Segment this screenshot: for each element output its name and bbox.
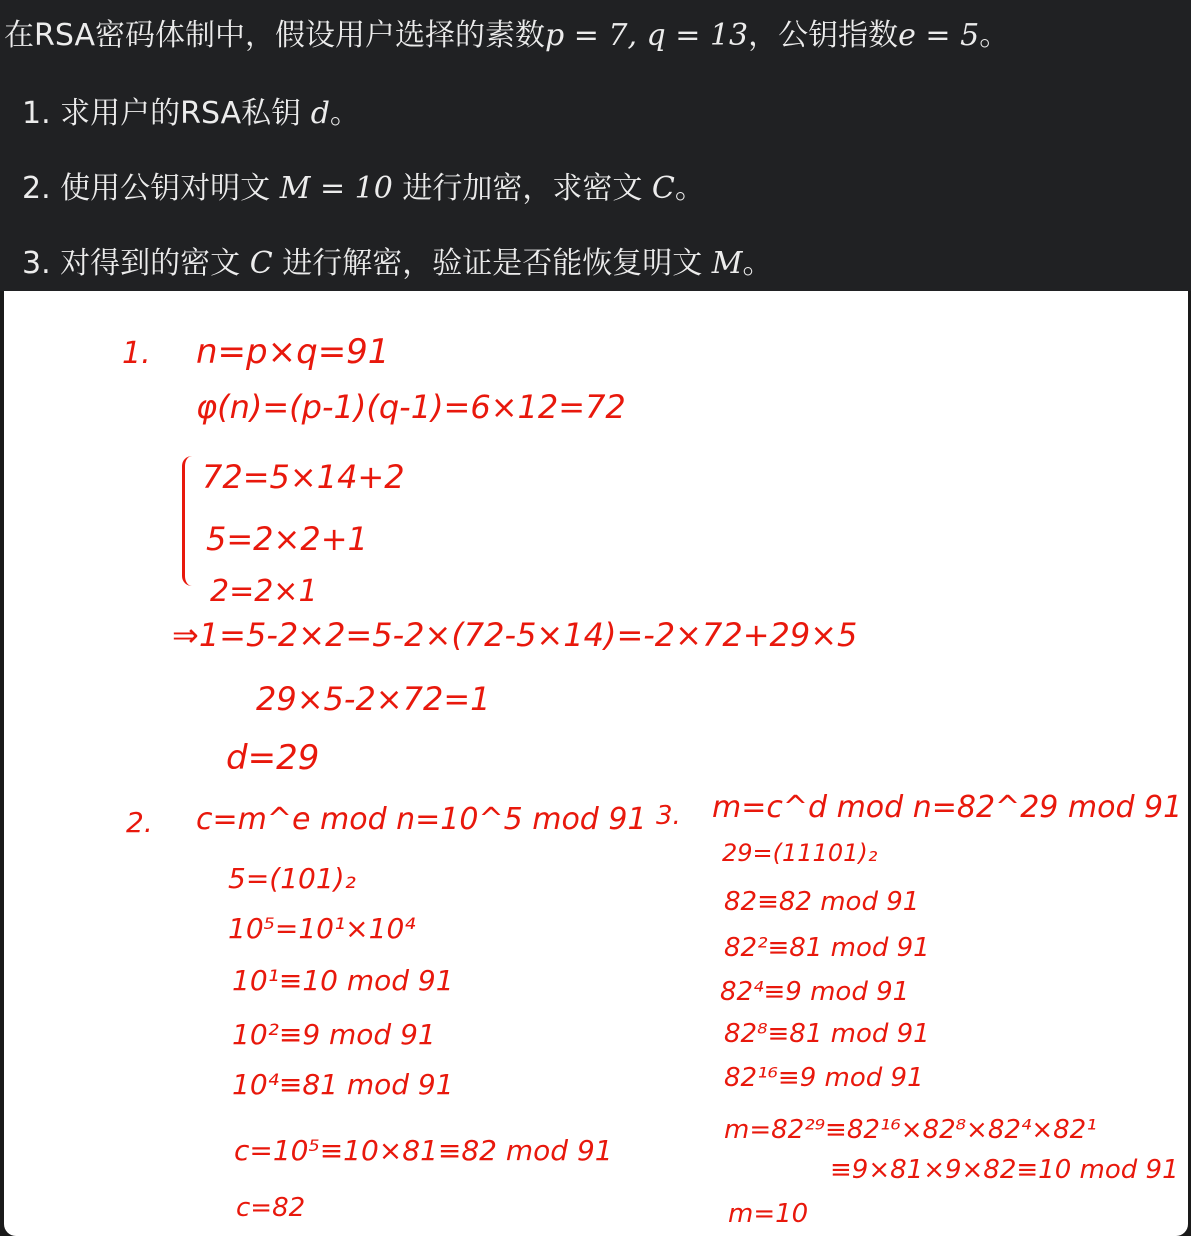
item-suffix: 。 — [674, 171, 705, 206]
part1-line: 29×5-2×72=1 — [256, 680, 491, 718]
part1-line: ⇒1=5-2×2=5-2×(72-5×14)=-2×72+29×5 — [172, 616, 858, 654]
part2-line: 10⁴≡81 mod 91 — [232, 1068, 454, 1101]
part3-line: 82²≡81 mod 91 — [724, 933, 930, 963]
item-number: 1. — [22, 96, 51, 131]
part3-line: m=c^d mod n=82^29 mod 91 — [712, 790, 1183, 825]
part3-line: 82¹⁶≡9 mod 91 — [724, 1063, 924, 1093]
item-text: 对得到的密文 — [60, 246, 241, 281]
question-item-3 — [22, 238, 773, 282]
part2-line: c=10⁵≡10×81≡82 mod 91 — [234, 1134, 613, 1167]
question-item-1 — [22, 88, 360, 132]
item-math: C — [249, 246, 273, 281]
item-math-2: C — [651, 171, 675, 206]
question-item-2 — [22, 163, 705, 207]
part2-line: c=m^e mod n=10^5 mod 91 — [196, 802, 647, 837]
item-text-mid: 进行加密，求密文 — [402, 171, 643, 206]
part3-line: m=82²⁹≡82¹⁶×82⁸×82⁴×82¹ — [724, 1115, 1097, 1145]
part3-line: 82⁸≡81 mod 91 — [724, 1019, 930, 1049]
item-text: 使用公钥对明文 — [60, 171, 271, 206]
part1-line: n=p×q=91 — [196, 332, 390, 372]
part2-label: 2. — [126, 806, 153, 839]
part3-line: ≡9×81×9×82≡10 mod 91 — [830, 1155, 1179, 1185]
title-math-2: e = 5 — [898, 18, 980, 53]
item-text-mid: 进行解密，验证是否能恢复明文 — [282, 246, 703, 281]
part3-label: 3. — [656, 801, 681, 831]
item-number: 2. — [22, 171, 51, 206]
part2-line: 5=(101)₂ — [228, 862, 356, 895]
item-number: 3. — [22, 246, 51, 281]
part2-line: c=82 — [236, 1193, 306, 1223]
item-suffix: 。 — [329, 96, 360, 131]
part1-line: d=29 — [226, 738, 320, 778]
part2-line: 10⁵=10¹×10⁴ — [228, 912, 416, 945]
handwritten-answer — [4, 291, 1188, 1236]
title-text: 在RSA密码体制中，假设用户选择的素数 — [4, 18, 545, 53]
part1-line: φ(n)=(p-1)(q-1)=6×12=72 — [196, 388, 626, 426]
part2-line: 10²≡9 mod 91 — [232, 1018, 436, 1051]
brace-icon — [182, 456, 199, 586]
title-suffix: 。 — [979, 18, 1010, 53]
question-panel — [0, 0, 1191, 291]
part1-line: 72=5×14+2 — [202, 458, 405, 496]
question-title — [4, 10, 1009, 54]
part3-line: 82≡82 mod 91 — [724, 887, 920, 917]
part3-line: m=10 — [728, 1199, 809, 1229]
part1-label: 1. — [122, 336, 151, 371]
item-math: M = 10 — [279, 171, 393, 206]
item-text: 求用户的RSA私钥 — [60, 96, 302, 131]
item-suffix: 。 — [742, 246, 773, 281]
part1-line: 2=2×1 — [210, 574, 318, 609]
part2-line: 10¹≡10 mod 91 — [232, 964, 454, 997]
title-text-mid: ，公钥指数 — [748, 18, 899, 53]
item-math: d — [310, 96, 330, 131]
title-math: p = 7, q = 13 — [544, 18, 749, 53]
part1-line: 5=2×2+1 — [206, 520, 368, 558]
item-math-2: M — [711, 246, 743, 281]
part3-line: 82⁴≡9 mod 91 — [720, 977, 910, 1007]
part3-line: 29=(11101)₂ — [722, 839, 878, 867]
